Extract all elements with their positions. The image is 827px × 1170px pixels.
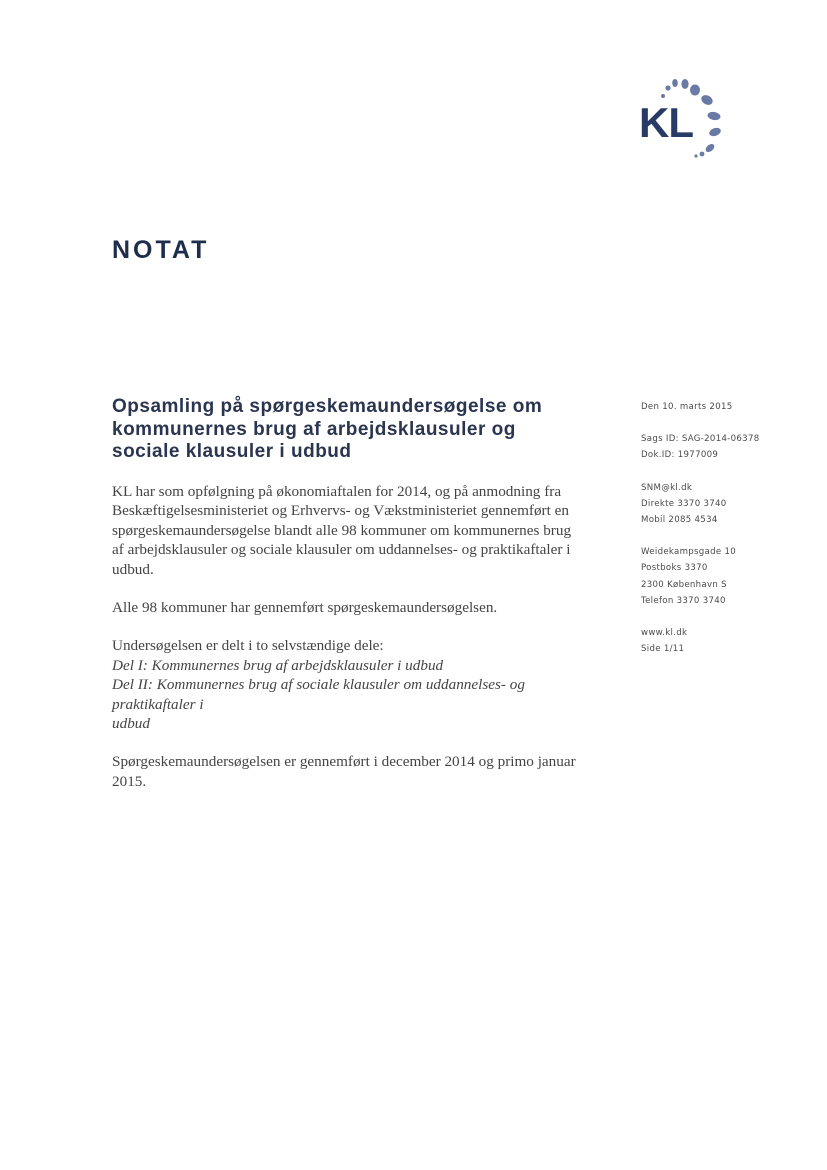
- document-id: Dok.ID: 1977009: [641, 450, 719, 461]
- closing-paragraph: [112, 752, 610, 791]
- document-body: [112, 482, 610, 810]
- parts-paragraph: [112, 636, 610, 733]
- sidebar-metadata: [641, 399, 811, 657]
- direct-phone: Direkte 3370 3740: [641, 498, 727, 509]
- body-line: udbud.: [112, 560, 154, 578]
- title-line: Opsamling på spørgeskemaundersøgelse om: [112, 396, 543, 417]
- part-two-line: Del II: Kommunernes brug af sociale klausuler om uddannelses- og praktikaftaler i: [112, 676, 525, 713]
- address-postbox: Postboks 3370: [641, 563, 708, 574]
- logo-text: KL: [639, 99, 693, 146]
- part-one: Del I: Kommunernes brug af arbejdsklausuler i udbud: [112, 656, 444, 674]
- address-street: Weidekampsgade 10: [641, 547, 737, 558]
- main-phone: Telefon 3370 3740: [641, 595, 726, 606]
- document-type-heading: NOTAT: [112, 236, 210, 264]
- body-line: af arbejdsklausuler og sociale klausuler om uddannelses- og praktikaftaler i: [112, 541, 571, 559]
- website: www.kl.dk: [641, 628, 688, 639]
- body-line: KL har som opfølgning på økonomiaftalen for 2014, og på anmodning fra: [112, 483, 562, 500]
- part-two-line: udbud: [112, 715, 150, 733]
- kl-logo: [630, 72, 740, 168]
- body-line: 2015.: [112, 772, 147, 790]
- body-line: Beskæftigelsesministeriet og Erhvervs- og Vækstministeriet gennemført en: [112, 502, 569, 520]
- case-id: Sags ID: SAG-2014-06378: [641, 434, 760, 445]
- page-number: Side 1/11: [641, 644, 685, 655]
- document-title: [112, 396, 612, 464]
- body-line: Spørgeskemaundersøgelsen er gennemført i december 2014 og primo januar: [112, 753, 576, 771]
- body-line: spørgeskemaundersøgelse blandt alle 98 kommuner om kommunernes brug: [112, 521, 572, 539]
- title-line: kommunernes brug af arbejdsklausuler og: [112, 418, 516, 440]
- participation-paragraph: Alle 98 kommuner har gennemført spørgeskemaundersøgelsen.: [112, 599, 498, 617]
- intro-paragraph: [112, 482, 610, 579]
- address-city: 2300 København S: [641, 579, 727, 590]
- document-date: Den 10. marts 2015: [641, 402, 733, 412]
- title-line: sociale klausuler i udbud: [112, 441, 352, 462]
- parts-intro: Undersøgelsen er delt i to selvstændige dele:: [112, 637, 384, 655]
- mobile-phone: Mobil 2085 4534: [641, 515, 718, 526]
- contact-email: SNM@kl.dk: [641, 482, 693, 493]
